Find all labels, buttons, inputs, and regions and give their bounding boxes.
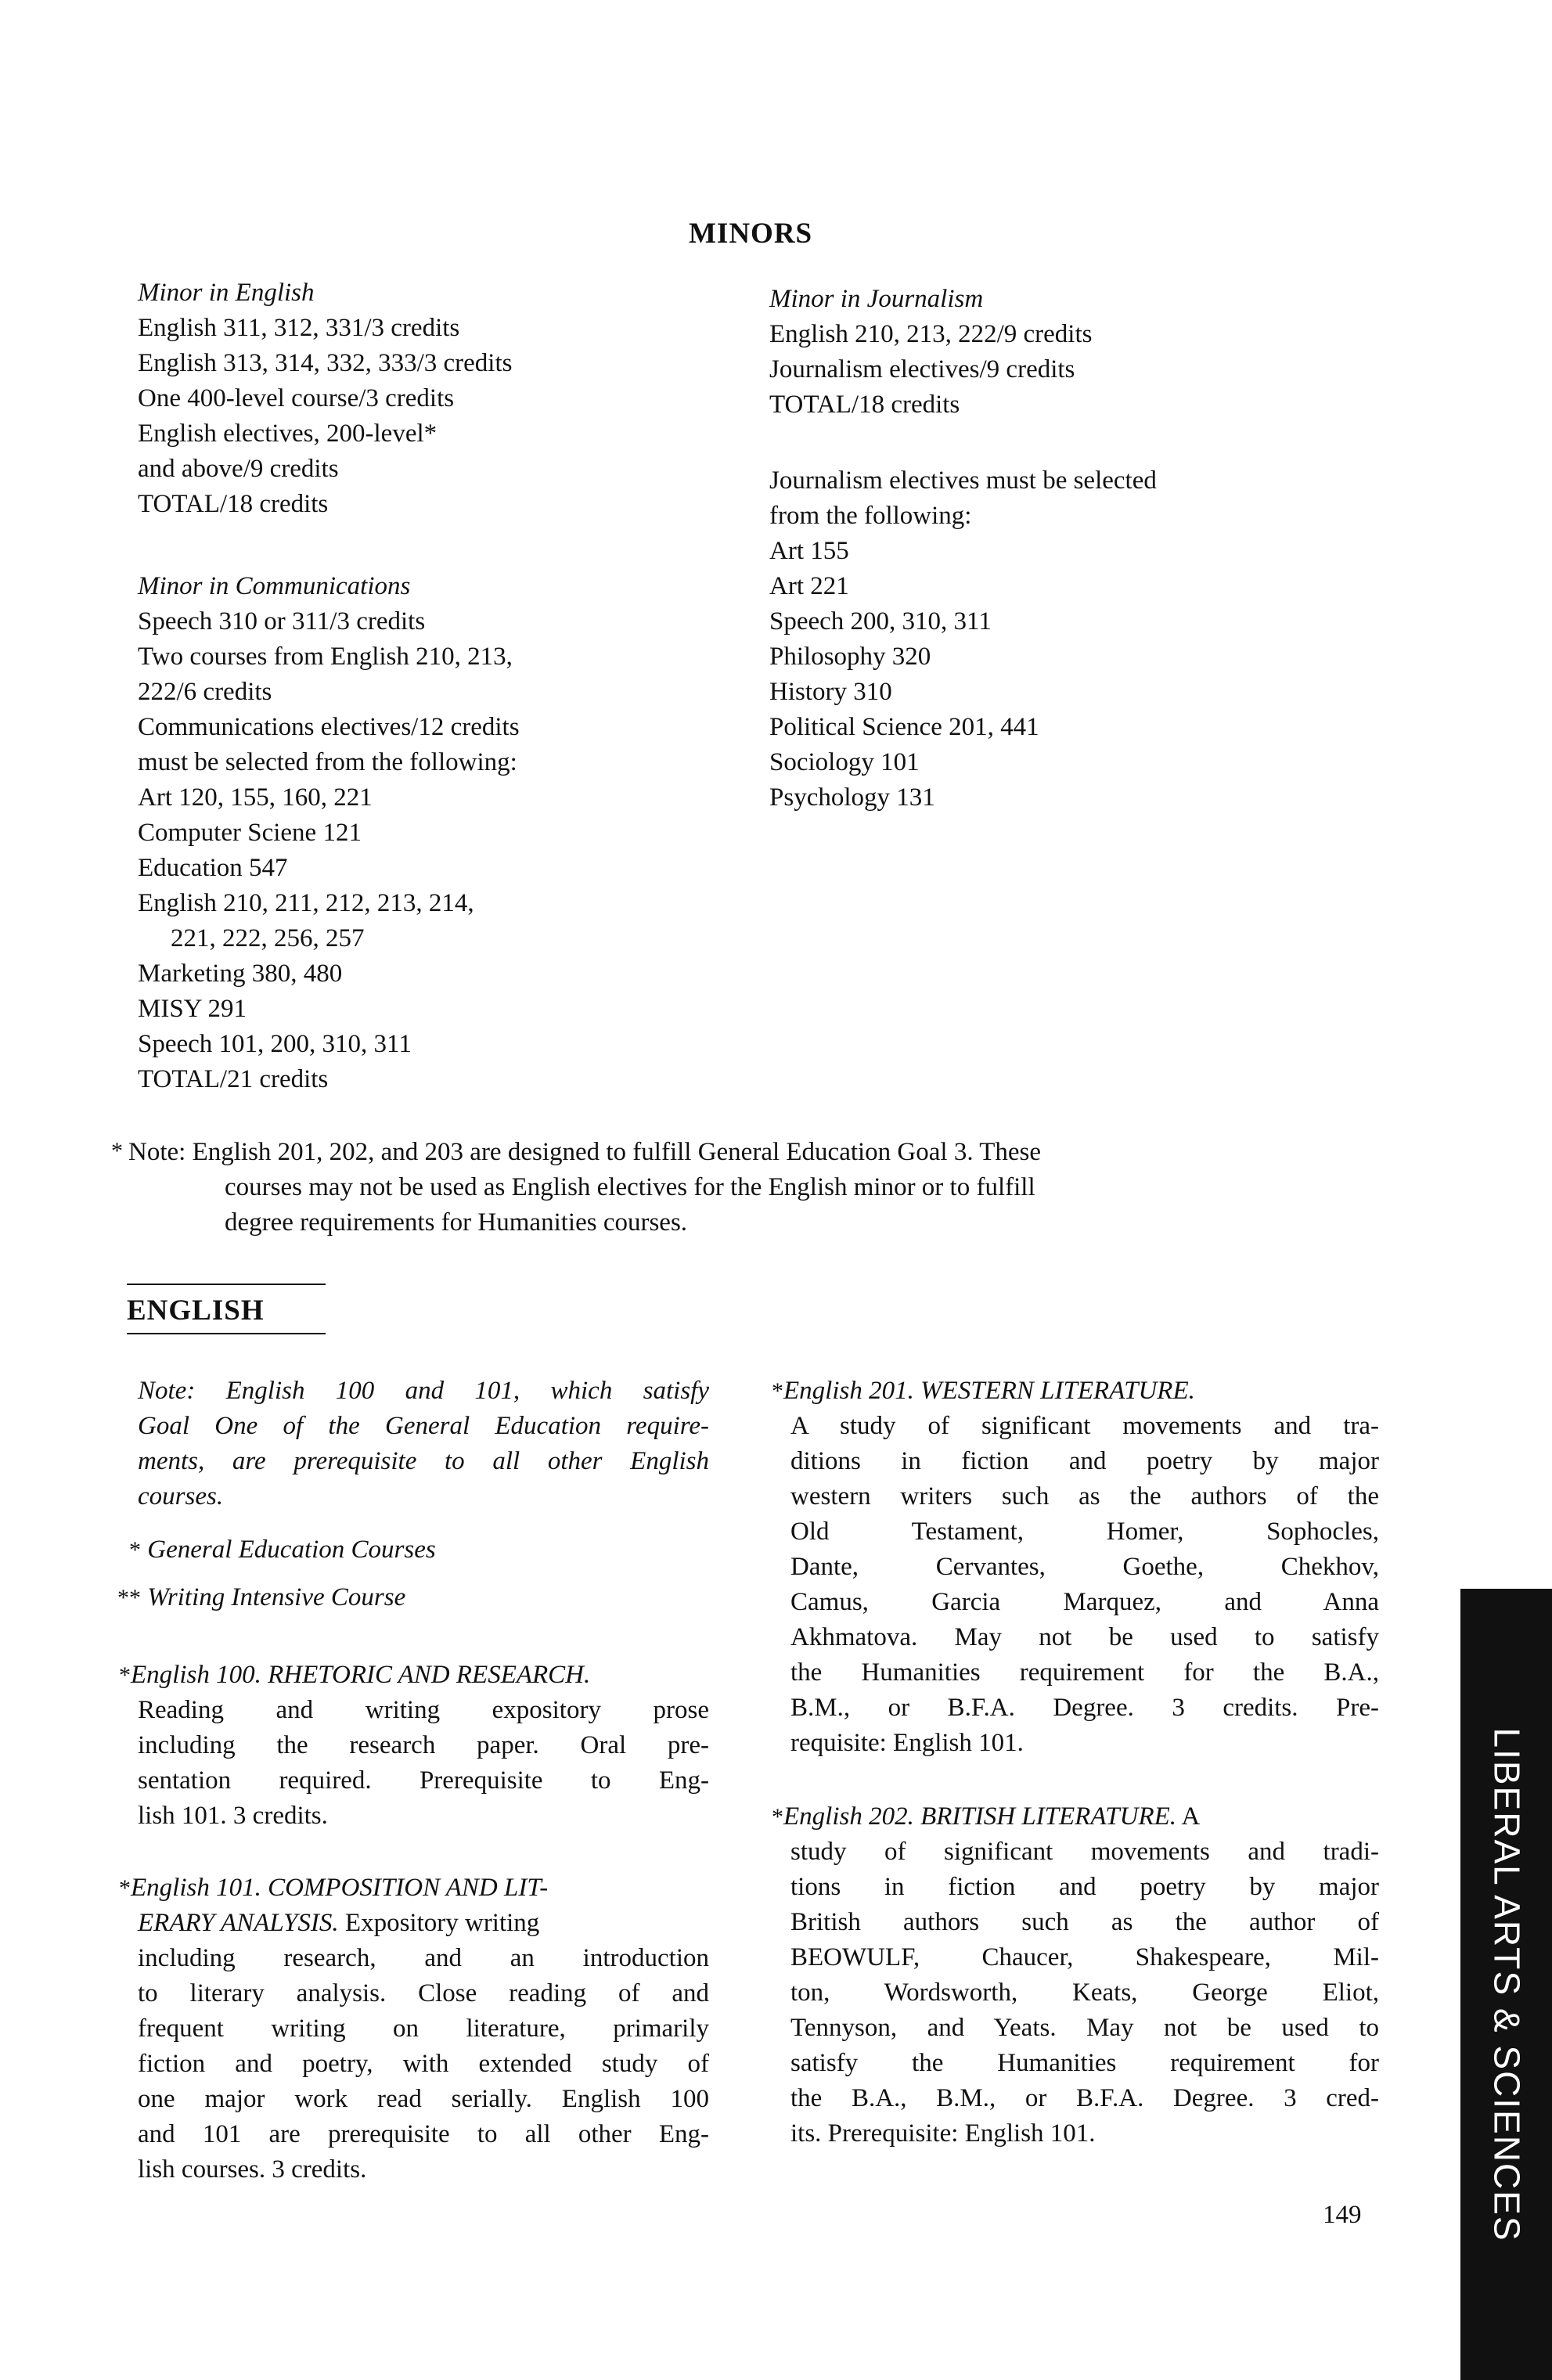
- minor-communications-line: Speech 310 or 311/3 credits: [138, 607, 426, 636]
- course-english-202: [772, 1799, 1379, 2151]
- journalism-elective-item: Speech 200, 310, 311: [769, 607, 992, 636]
- minor-english-line: English electives, 200-level*: [138, 419, 438, 448]
- minor-communications: [138, 569, 520, 1097]
- course-body-line: lish courses. 3 credits.: [138, 2155, 367, 2184]
- english-note-line: Goal One of the General Education require-: [138, 1412, 709, 1440]
- journalism-elective-item: Sociology 101: [769, 748, 920, 776]
- journalism-elective-item: Art 221: [769, 572, 849, 600]
- minor-communications-line: 222/6 credits: [138, 678, 272, 706]
- course-body-line: frequent writing on literature, primarily: [138, 2015, 709, 2043]
- minor-communications-line: Speech 101, 200, 310, 311: [138, 1030, 412, 1058]
- minor-english: [138, 275, 512, 522]
- footnote: [128, 1135, 1041, 1170]
- legend-writing-intensive: [102, 1580, 405, 1615]
- course-body-text: Expository writing: [338, 1909, 540, 1937]
- course-body-line: the B.A., B.M., or B.F.A. Degree. 3 cred-: [790, 2084, 1379, 2112]
- course-english-201: [772, 1374, 1379, 1761]
- journalism-elective-item: Psychology 131: [769, 783, 935, 812]
- course-body-line: and 101 are prerequisite to all other Eng-: [138, 2120, 709, 2148]
- minor-communications-line: Marketing 380, 480: [138, 960, 343, 988]
- journalism-elective-item: History 310: [769, 678, 892, 706]
- course-body-line: ditions in fiction and poetry by major: [790, 1447, 1379, 1475]
- journalism-electives-intro: Journalism electives must be selected: [769, 466, 1157, 495]
- course-title-line: [119, 1658, 709, 1693]
- course-title: English 202. BRITISH LITERATURE.: [783, 1802, 1177, 1831]
- course-body-line: lish 101. 3 credits.: [138, 1802, 328, 1830]
- legend-marker: *: [129, 1537, 141, 1563]
- page-title: MINORS: [689, 218, 813, 250]
- english-note: [138, 1374, 709, 1514]
- minor-english-line: One 400-level course/3 credits: [138, 384, 455, 412]
- course-english-100: [119, 1658, 709, 1834]
- course-title: English 100. RHETORIC AND RESEARCH.: [131, 1661, 591, 1689]
- course-title: English 101. COMPOSITION AND LIT-: [131, 1874, 549, 1902]
- course-english-101: [119, 1871, 709, 2187]
- english-note-line: ments, are prerequisite to all other English: [138, 1447, 709, 1475]
- course-body-line: A study of significant movements and tra-: [790, 1412, 1379, 1440]
- footnote-line: courses may not be used as English electives for the English minor or to fulfill: [225, 1173, 1035, 1201]
- course-title-line: [119, 1871, 709, 1906]
- footnote-line: degree requirements for Humanities courses.: [225, 1208, 688, 1237]
- course-body-line: Tennyson, and Yeats. May not be used to: [790, 2014, 1379, 2042]
- minor-communications-line: must be selected from the following:: [138, 748, 517, 776]
- course-title: ERARY ANALYSIS.: [138, 1909, 339, 1937]
- course-body-line: ton, Wordsworth, Keats, George Eliot,: [790, 1979, 1379, 2007]
- minor-communications-line: MISY 291: [138, 995, 247, 1023]
- course-body-line: western writers such as the authors of the: [790, 1482, 1379, 1510]
- journalism-elective-item: Philosophy 320: [769, 643, 931, 671]
- course-title-line: [138, 1906, 709, 1941]
- course-title-line: [772, 1374, 1379, 1409]
- page-number: 149: [1323, 2201, 1362, 2229]
- minor-journalism: [769, 282, 1092, 423]
- minor-english-line: TOTAL/18 credits: [138, 490, 329, 518]
- course-body-line: the Humanities requirement for the B.A.,: [790, 1658, 1379, 1687]
- minor-communications-line: Communications electives/12 credits: [138, 713, 520, 741]
- course-body-line: study of significant movements and tradi-: [790, 1838, 1379, 1866]
- legend-general-education: [110, 1532, 436, 1568]
- legend-text: General Education Courses: [147, 1536, 436, 1564]
- course-body-line: Akhmatova. May not be used to satisfy: [790, 1623, 1379, 1651]
- course-body-line: fiction and poetry, with extended study of: [138, 2050, 709, 2078]
- minor-journalism-line: TOTAL/18 credits: [769, 391, 960, 419]
- footnote-marker: *: [111, 1138, 123, 1164]
- course-marker: *: [772, 1804, 783, 1830]
- minor-journalism-line: Journalism electives/9 credits: [769, 355, 1075, 383]
- course-body-line: Reading and writing expository prose: [138, 1696, 709, 1724]
- course-body-line: Dante, Cervantes, Goethe, Chekhov,: [790, 1553, 1379, 1581]
- course-title: English 201. WESTERN LITERATURE.: [783, 1377, 1195, 1405]
- minor-communications-line: Education 547: [138, 854, 288, 882]
- course-body-line: Old Testament, Homer, Sophocles,: [790, 1518, 1379, 1546]
- journalism-electives: [769, 463, 1157, 816]
- course-marker: *: [119, 1875, 131, 1901]
- journalism-elective-item: Political Science 201, 441: [769, 713, 1039, 741]
- course-marker: *: [119, 1662, 131, 1688]
- course-body-line: tions in fiction and poetry by major: [790, 1873, 1379, 1901]
- journalism-elective-item: Art 155: [769, 537, 849, 565]
- english-note-line: courses.: [138, 1482, 224, 1510]
- minor-english-heading: Minor in English: [138, 279, 315, 307]
- course-body-line: Camus, Garcia Marquez, and Anna: [790, 1588, 1379, 1616]
- minor-journalism-heading: Minor in Journalism: [769, 285, 984, 313]
- english-note-line: Note: English 100 and 101, which satisfy: [138, 1377, 709, 1405]
- footnote-line: Note: English 201, 202, and 203 are designed to fulfill General Education Goal 3. These: [128, 1138, 1042, 1166]
- course-body-line: satisfy the Humanities requirement for: [790, 2049, 1379, 2077]
- course-body-line: British authors such as the author of: [790, 1908, 1379, 1936]
- minor-communications-line: Art 120, 155, 160, 221: [138, 783, 373, 812]
- course-body-line: to literary analysis. Close reading of and: [138, 1979, 709, 2007]
- course-body-line: one major work read serially. English 100: [138, 2085, 709, 2113]
- course-body-text: A: [1176, 1802, 1201, 1831]
- section-heading: ENGLISH: [127, 1284, 326, 1334]
- footnote-continued: [225, 1170, 1035, 1240]
- minor-communications-line: English 210, 211, 212, 213, 214,: [138, 889, 474, 917]
- minor-journalism-line: English 210, 213, 222/9 credits: [769, 320, 1093, 348]
- minor-communications-line: 221, 222, 256, 257: [171, 924, 365, 952]
- course-body-line: BEOWULF, Chaucer, Shakespeare, Mil-: [790, 1943, 1379, 1971]
- course-body-line: requisite: English 101.: [790, 1729, 1024, 1757]
- minor-communications-heading: Minor in Communications: [138, 572, 411, 600]
- course-body-line: including research, and an introduction: [138, 1944, 709, 1972]
- minor-english-line: English 313, 314, 332, 333/3 credits: [138, 349, 513, 377]
- course-title-line: [772, 1799, 1379, 1835]
- journalism-electives-intro: from the following:: [769, 502, 972, 530]
- course-body-line: including the research paper. Oral pre-: [138, 1731, 709, 1759]
- legend-marker: **: [117, 1585, 141, 1611]
- minor-english-line: and above/9 credits: [138, 455, 339, 483]
- minor-communications-line: TOTAL/21 credits: [138, 1065, 329, 1093]
- course-body-line: B.M., or B.F.A. Degree. 3 credits. Pre-: [790, 1694, 1379, 1722]
- section-side-tab: [1460, 1589, 1552, 2380]
- minor-communications-line: Computer Sciene 121: [138, 819, 362, 847]
- side-tab-label: LIBERAL ARTS & SCIENCES: [1486, 1726, 1527, 2242]
- course-body-line: its. Prerequisite: English 101.: [790, 2119, 1096, 2148]
- minor-communications-line: Two courses from English 210, 213,: [138, 643, 513, 671]
- minor-english-line: English 311, 312, 331/3 credits: [138, 314, 460, 342]
- legend-text: Writing Intensive Course: [147, 1583, 406, 1611]
- course-body-line: sentation required. Prerequisite to Eng-: [138, 1766, 709, 1795]
- course-marker: *: [772, 1378, 783, 1404]
